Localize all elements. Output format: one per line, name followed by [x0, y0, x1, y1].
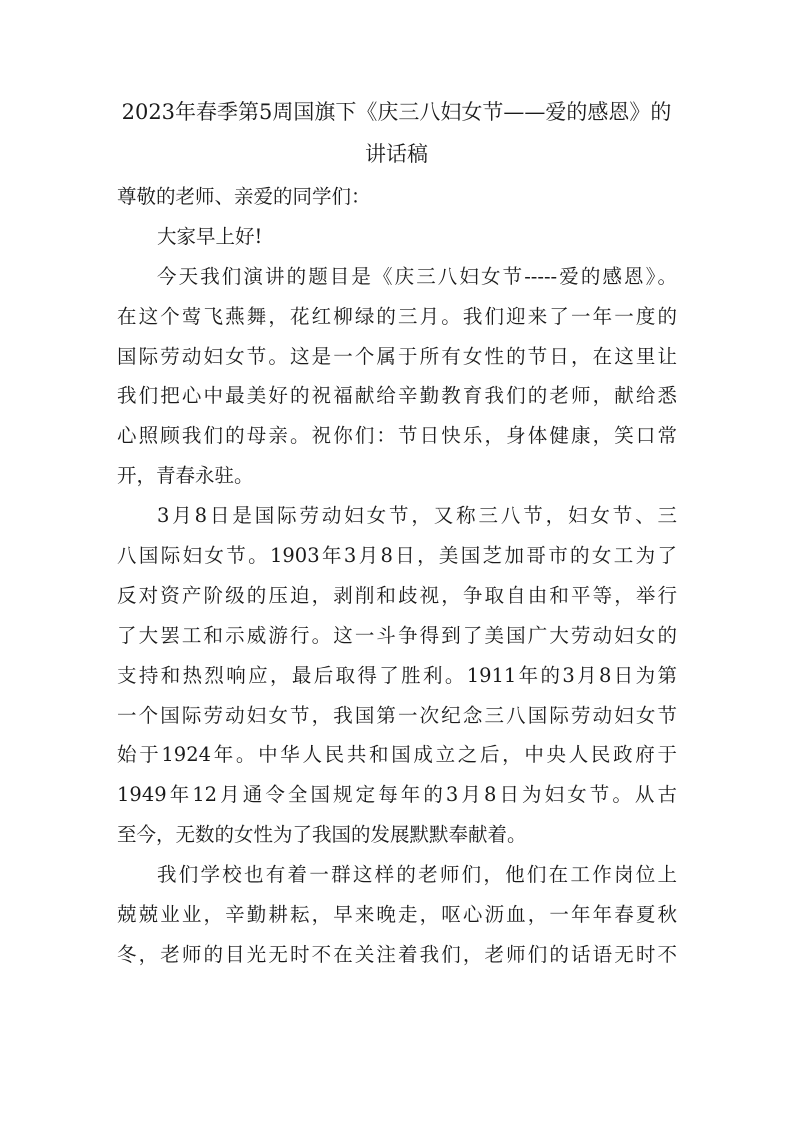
paragraph-line: 1949年12月通令全国规定每年的3月8日为妇女节。从古 [117, 783, 677, 807]
paragraph-line: 至今，无数的女性为了我国的发展默默奉献着。 [117, 823, 527, 847]
paragraph-line: 反对资产阶级的压迫，剥削和歧视，争取自由和平等，举行 [117, 583, 677, 607]
document-title-line-1: 2023年春季第5周国旗下《庆三八妇女节——爱的感恩》的 [121, 100, 672, 124]
paragraph-line: 我们把心中最美好的祝福献给辛勤教育我们的老师，献给悉 [117, 384, 677, 408]
paragraph-line: 了大罢工和示威游行。这一斗争得到了美国广大劳动妇女的 [117, 623, 677, 647]
paragraph-line: 支持和热烈响应，最后取得了胜利。1911年的3月8日为第 [117, 663, 677, 687]
paragraph-line: 开，青春永驻。 [117, 464, 254, 488]
document-body [117, 177, 677, 975]
paragraph-line: 在这个莺飞燕舞，花红柳绿的三月。我们迎来了一年一度的 [117, 304, 677, 328]
paragraph-line: 心照顾我们的母亲。祝你们：节日快乐，身体健康，笑口常 [117, 424, 677, 448]
paragraph-line: 3月8日是国际劳动妇女节，又称三八节，妇女节、三 [157, 504, 677, 528]
paragraph-line: 我们学校也有着一群这样的老师们，他们在工作岗位上 [157, 863, 677, 887]
paragraph-line: 今天我们演讲的题目是《庆三八妇女节-----爱的感恩》。 [157, 264, 677, 288]
paragraph-line: 国际劳动妇女节。这是一个属于所有女性的节日，在这里让 [117, 344, 677, 368]
greeting: 大家早上好! [157, 224, 263, 248]
paragraph-line: 一个国际劳动妇女节，我国第一次纪念三八国际劳动妇女节 [117, 703, 677, 727]
paragraph-line: 八国际妇女节。1903年3月8日，美国芝加哥市的女工为了 [117, 544, 677, 568]
paragraph-line: 始于1924年。中华人民共和国成立之后，中央人民政府于 [117, 743, 677, 767]
paragraph-line: 冬，老师的目光无时不在关注着我们，老师们的话语无时不 [117, 942, 677, 966]
salutation: 尊敬的老师、亲爱的同学们： [117, 185, 371, 208]
paragraph-line: 兢兢业业，辛勤耕耘，早来晚走，呕心沥血，一年年春夏秋 [117, 903, 677, 927]
document-title-line-2: 讲话稿 [365, 142, 428, 166]
